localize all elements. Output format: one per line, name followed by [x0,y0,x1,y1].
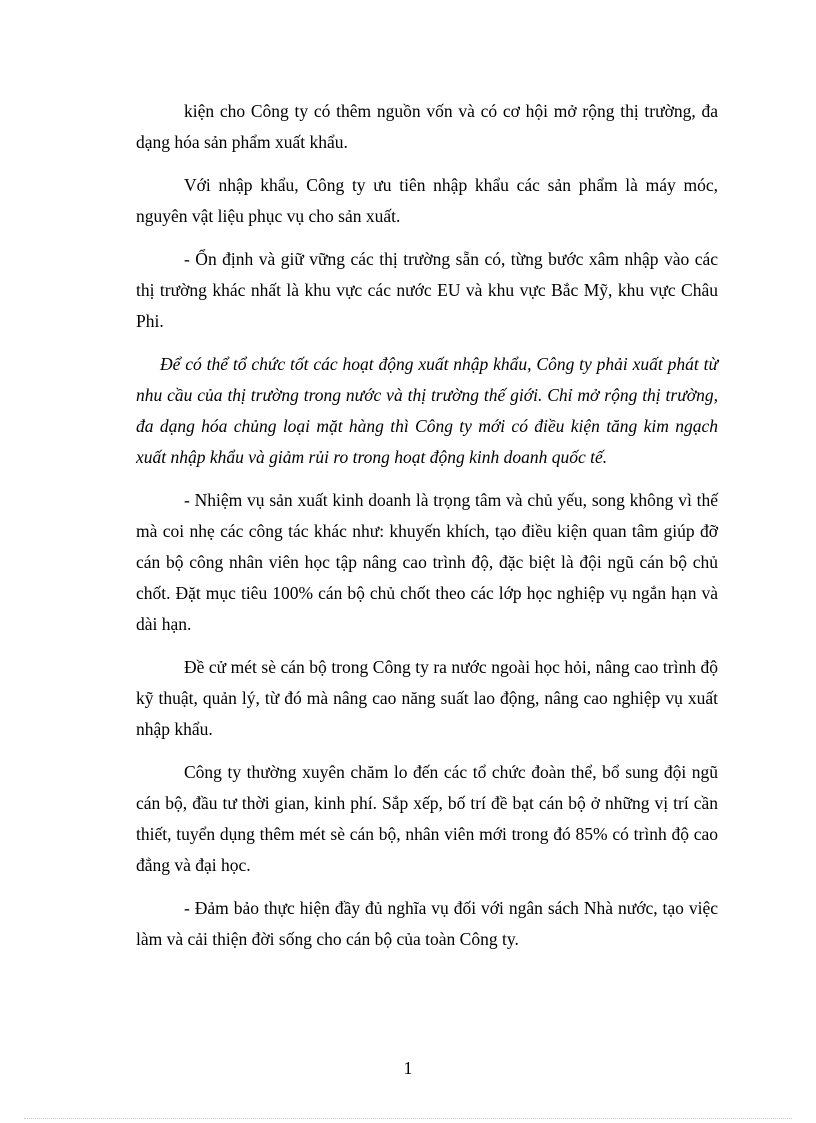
paragraph-1: kiện cho Công ty có thêm nguồn vốn và có cơ hội mở rộng thị trường, đa dạng hóa sản phẩm xuất khẩu. [136,101,718,152]
paragraph-6: Đề cử mét sè cán bộ trong Công ty ra nước ngoài học hỏi, nâng cao trình độ kỹ thuật, quản lý, từ đó mà nâng cao năng suất lao động, nâng cao nghiệp vụ xuất nhập khẩu. [136,657,718,739]
page-bottom-divider [24,1118,792,1119]
paragraph-8: - Đảm bảo thực hiện đầy đủ nghĩa vụ đối với ngân sách Nhà nước, tạo việc làm và cải thiện đời sống cho cán bộ của toàn Công ty. [136,898,718,949]
paragraph-7: Công ty thường xuyên chăm lo đến các tổ chức đoàn thể, bổ sung đội ngũ cán bộ, đầu tư thời gian, kinh phí. Sắp xếp, bố trí đề bạt cán bộ ở những vị trí cần thiết, tuyển dụng thêm mét sè cán bộ, nhân viên mới trong đó 85% có trình độ cao đẳng và đại học. [136,762,718,875]
document-body [136,96,718,967]
paragraph-2: Với nhập khẩu, Công ty ưu tiên nhập khẩu các sản phẩm là máy móc, nguyên vật liệu phục vụ cho sản xuất. [136,175,718,226]
paragraph-3: - Ổn định và giữ vững các thị trường sẵn có, từng bước xâm nhập vào các thị trường khác nhất là khu vực các nước EU và khu vực Bắc Mỹ, khu vực Châu Phi. [136,249,718,331]
paragraph-4-italic: Để có thể tổ chức tốt các hoạt động xuất nhập khẩu, Công ty phải xuất phát từ nhu cầu của thị trường trong nước và thị trường thế giới. Chỉ mở rộng thị trường, đa dạng hóa chủng loại mặt hàng thì Công ty mới có điều kiện tăng kim ngạch xuất nhập khẩu và giảm rủi ro trong hoạt động kinh doanh quốc tế. [136,354,718,467]
page-number: 1 [403,1058,413,1078]
paragraph-5: - Nhiệm vụ sản xuất kinh doanh là trọng tâm và chủ yếu, song không vì thế mà coi nhẹ các công tác khác như: khuyến khích, tạo điều kiện quan tâm giúp đỡ cán bộ công nhân viên học tập nâng cao trình độ, đặc biệt là đội ngũ cán bộ chủ chốt. Đặt mục tiêu 100% cán bộ chủ chốt theo các lớp học nghiệp vụ ngắn hạn và dài hạn. [136,490,718,634]
